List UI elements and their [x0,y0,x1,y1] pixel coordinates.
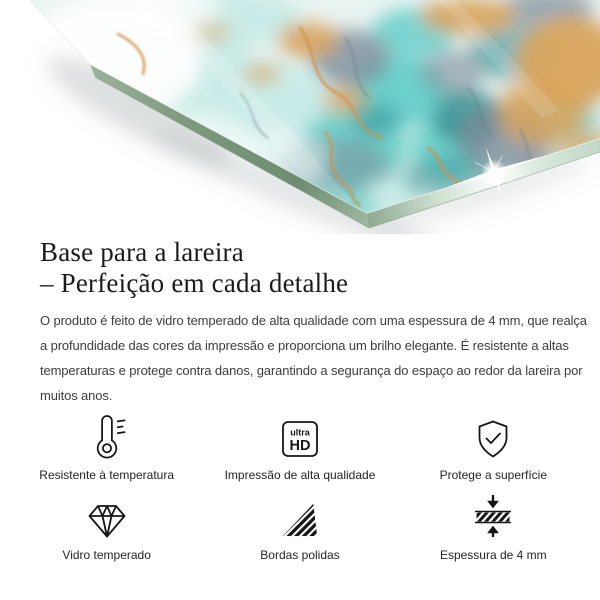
features-grid [0,412,600,562]
feature-label: Espessura de 4 mm [439,548,547,562]
feature-polished-edges [203,492,396,562]
description-line: temperaturas e protege contra danos, garantindo a segurança do espaço ao redor da lareira por [40,363,583,378]
page-title-line1: Base para a lareira [40,237,244,267]
svg-text:HD: HD [289,438,311,454]
feature-label: Bordas polidas [260,548,340,562]
feature-label: Resistente à temperatura [39,468,175,482]
feature-temperature [10,412,203,482]
thermometer-icon [87,414,127,459]
svg-text:ultra: ultra [290,427,310,438]
polished-edges-icon [280,499,320,539]
shield-check-icon [473,419,513,459]
page-title [40,237,560,299]
description-line: a profundidade das cores da impressão e proporciona um brilho elegante. É resistente a altas [40,338,569,353]
product-photo [0,0,600,234]
thickness-icon [472,493,514,539]
feature-label: Vidro temperado [62,548,151,562]
description-line: O produto é feito de vidro temperado de alta qualidade com uma espessura de 4 mm, que realça [40,313,587,328]
description-line: muitos anos. [40,388,113,403]
diamond-icon [86,501,128,539]
feature-protection [397,412,590,482]
page-title-line2: – Perfeição em cada detalhe [40,268,349,298]
feature-label: Protege a superfície [439,468,548,482]
feature-tempered-glass [10,492,203,562]
glass-panel-illustration [0,0,600,234]
feature-thickness [397,492,590,562]
product-description [40,308,587,408]
ultra-hd-icon [280,419,320,459]
feature-print-quality [203,412,396,482]
feature-label: Impressão de alta qualidade [224,468,376,482]
